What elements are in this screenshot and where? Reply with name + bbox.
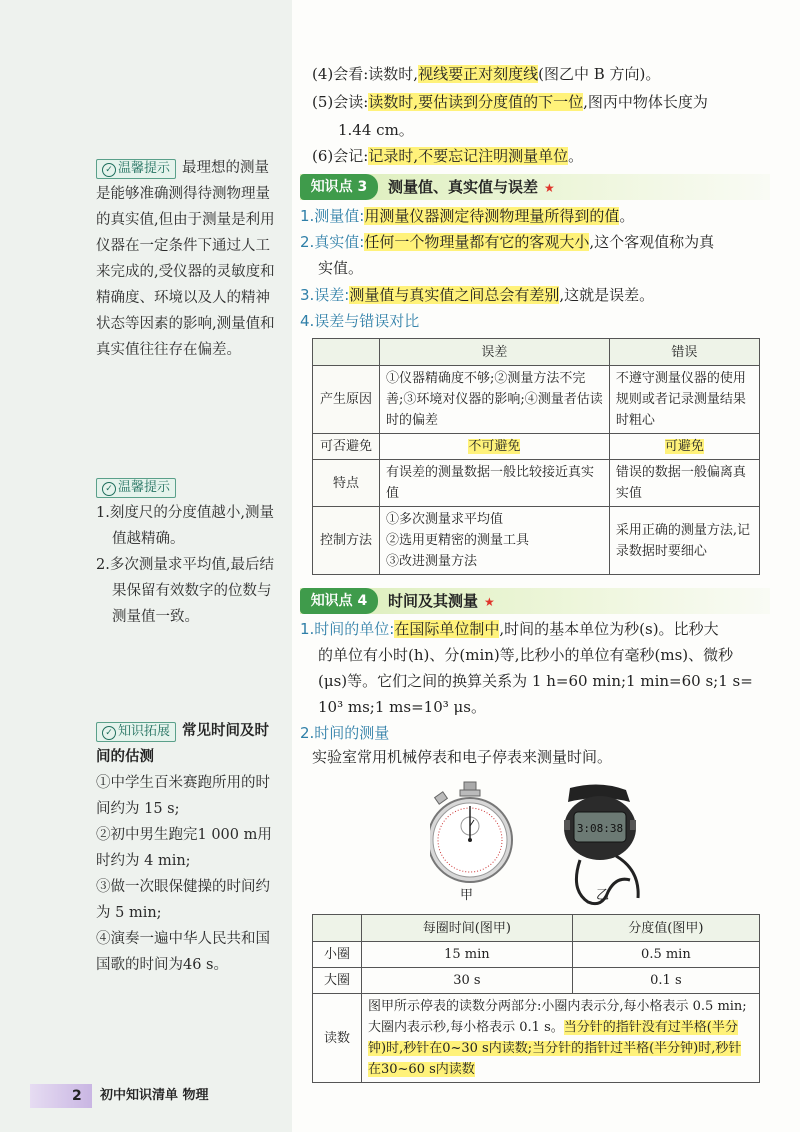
stopwatch-table — [312, 914, 760, 1083]
table-row — [313, 942, 760, 968]
table-cell: ①仪器精确度不够;②测量方法不完善;③环境对仪器的影响;④测量者估读时的偏差 — [380, 366, 610, 434]
table-cell: 0.5 min — [572, 942, 759, 968]
time-2: 2.时间的测量 — [300, 724, 390, 742]
row-header: 特点 — [313, 460, 380, 507]
footer-bar — [30, 1084, 92, 1108]
table-cell: 不遵守测量仪器的使用规则或者记录测量结果时粗心 — [609, 366, 759, 434]
table-cell: 0.1 s — [572, 968, 759, 994]
table-header: 错误 — [609, 339, 759, 366]
bulb-icon: ✓ — [102, 482, 116, 496]
def-2b: 实值。 — [318, 259, 364, 277]
def-3: 3.误差:测量值与真实值之间总会有差别,这就是误差。 — [300, 286, 655, 304]
table-row — [313, 994, 760, 1083]
bulb-icon: ✓ — [102, 726, 116, 740]
tip-box-2 — [96, 474, 278, 630]
table-cell: 采用正确的测量方法,记录数据时要细心 — [609, 507, 759, 575]
time-1c: (μs)等。它们之间的换算关系为 1 h=60 min;1 min=60 s;1 s= — [318, 672, 753, 690]
star-icon: ★ — [484, 595, 495, 609]
tip-text-1: 最理想的测量是能够准确测得待测物理量的真实值,但由于测量是利用仪器在一定条件下通过人工来完成的,受仪器的灵敏度和精确度、环境以及人的精神状态等因素的影响,测量值和真实值往往存在偏差。 — [96, 160, 275, 358]
table-header-row — [313, 339, 760, 366]
knowledge-point-4 — [300, 588, 770, 614]
error-comparison-table — [312, 338, 760, 575]
knowledge-point-3 — [300, 174, 770, 200]
table-row — [313, 968, 760, 994]
kp-badge: 知识点 3 — [300, 174, 378, 200]
def-2: 2.真实值:任何一个物理量都有它的客观大小,这个客观值称为真 — [300, 233, 715, 251]
ext-item: ①中学生百米赛跑所用的时间约为 15 s; — [96, 775, 270, 817]
row-header: 大圈 — [313, 968, 362, 994]
mechanical-stopwatch-icon — [430, 782, 512, 882]
tip-item: 1.刻度尺的分度值越小,测量值越精确。 — [96, 505, 274, 547]
ext-item: ②初中男生跑完1 000 m用时约为 4 min; — [96, 827, 272, 869]
tip-badge-2 — [96, 478, 176, 498]
table-cell: 不可避免 — [380, 434, 610, 460]
ext-item: ③做一次眼保健操的时间约为 5 min; — [96, 879, 270, 921]
table-header — [313, 915, 362, 942]
time-2b: 实验室常用机械停表和电子停表来测量时间。 — [312, 748, 613, 766]
def-4: 4.误差与错误对比 — [300, 312, 420, 330]
tip-badge-label: 温馨提示 — [118, 161, 171, 176]
ext-title: 常见时间及时间的估测 — [96, 723, 270, 765]
table-cell: ①多次测量求平均值 ②选用更精密的测量工具 ③改进测量方法 — [380, 507, 610, 575]
ext-item: ④演奏一遍中华人民共和国国歌的时间为46 s。 — [96, 931, 270, 973]
table-row — [313, 434, 760, 460]
table-header: 每圈时间(图甲) — [362, 915, 573, 942]
footer-title: 初中知识清单 物理 — [100, 1088, 209, 1103]
tip-badge-label: 温馨提示 — [118, 480, 171, 495]
table-header: 误差 — [380, 339, 610, 366]
ext-badge — [96, 722, 176, 742]
table-cell: 错误的数据一般偏离真实值 — [609, 460, 759, 507]
watch-display: 3:08:38 — [576, 822, 624, 835]
row-header: 读数 — [313, 994, 362, 1083]
page-footer — [0, 1084, 800, 1108]
line-4: (4)会看:读数时,视线要正对刻度线(图乙中 B 方向)。 — [312, 65, 661, 83]
table-row — [313, 460, 760, 507]
table-cell: 30 s — [362, 968, 573, 994]
page-number: 2 — [72, 1088, 82, 1104]
kp-title: 时间及其测量 ★ — [388, 592, 495, 610]
def-1: 1.测量值:用测量仪器测定待测物理量所得到的值。 — [300, 207, 635, 225]
time-1b: 的单位有小时(h)、分(min)等,比秒小的单位有毫秒(ms)、微秒 — [318, 646, 734, 664]
caption-yi: 乙 — [596, 888, 610, 903]
ext-box — [96, 718, 278, 978]
line-6: (6)会记:记录时,不要忘记注明测量单位。 — [312, 147, 584, 165]
kp-title: 测量值、真实值与误差 ★ — [388, 178, 555, 196]
table-row — [313, 366, 760, 434]
table-cell: 图甲所示停表的读数分两部分:小圈内表示分,每小格表示 0.5 min;大圈内表示秒,每小格表示 0.1 s。当分针的指针没有过半格(半分钟)时,秒针在0~30 s内读数;当分针的指针过半格(半分钟)时,秒针在30~60 s内读数 — [362, 994, 760, 1083]
time-1d: 10³ ms;1 ms=10³ μs。 — [318, 698, 486, 716]
tip-item: 2.多次测量求平均值,最后结果保留有效数字的位数与测量值一致。 — [96, 557, 274, 625]
line-5b: 1.44 cm。 — [338, 121, 414, 139]
ext-badge-label: 知识拓展 — [118, 724, 171, 739]
row-header: 可否避免 — [313, 434, 380, 460]
table-header-row — [313, 915, 760, 942]
table-cell: 可避免 — [609, 434, 759, 460]
table-cell: 15 min — [362, 942, 573, 968]
table-cell: 有误差的测量数据一般比较接近真实值 — [380, 460, 610, 507]
tip-box-1 — [96, 155, 278, 363]
table-header: 分度值(图甲) — [572, 915, 759, 942]
caption-jia: 甲 — [460, 888, 474, 903]
row-header: 小圈 — [313, 942, 362, 968]
row-header: 产生原因 — [313, 366, 380, 434]
kp-badge: 知识点 4 — [300, 588, 378, 614]
time-1: 1.时间的单位:在国际单位制中,时间的基本单位为秒(s)。比秒大 — [300, 620, 719, 638]
tip-badge-1 — [96, 159, 176, 179]
line-5: (5)会读:读数时,要估读到分度值的下一位,图丙中物体长度为 — [312, 93, 708, 111]
table-row — [313, 507, 760, 575]
star-icon: ★ — [544, 181, 555, 195]
row-header: 控制方法 — [313, 507, 380, 575]
table-header — [313, 339, 380, 366]
bulb-icon: ✓ — [102, 163, 116, 177]
